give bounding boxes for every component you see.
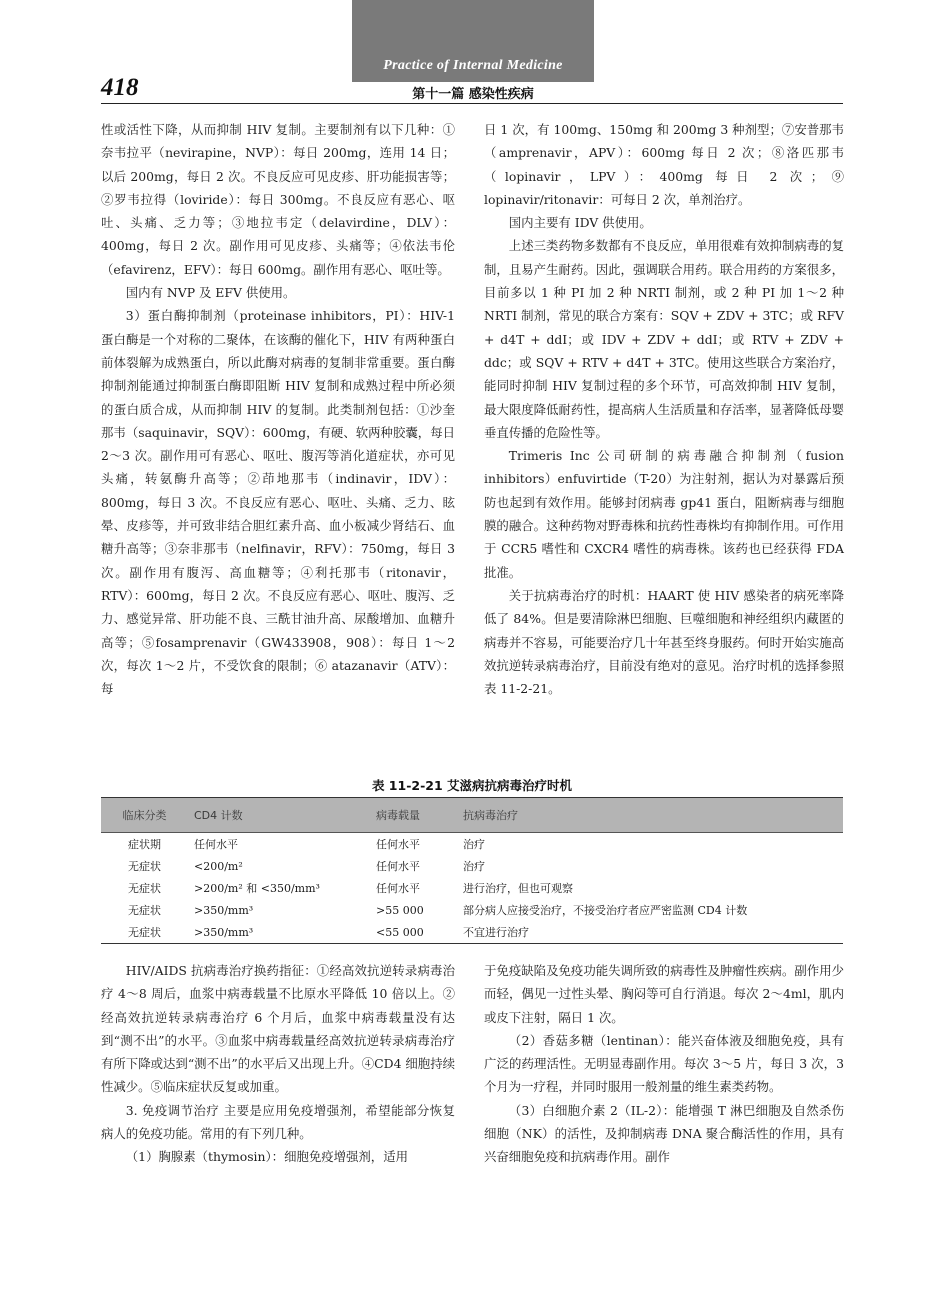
page-number: 418 [101,74,139,101]
table-cell: >350/mm³ [188,921,370,944]
table-row [101,899,843,921]
column-header: 病毒载量 [370,798,457,833]
paragraph: 国内主要有 IDV 供使用。 [508,215,652,231]
table-row [101,877,843,899]
table-row [101,855,843,877]
table-cell: 任何水平 [376,838,420,851]
paragraph: HIV/AIDS 抗病毒治疗换药指征：①经高效抗逆转录病毒治疗 4～8 周后，血浆中病毒载量不比原水平降低 10 倍以上。②经高效抗逆转录病毒治疗 6 个月后，血浆中病毒载量没有达到“测不出”的水平。③血浆中病毒载量经高效抗逆转录病毒治疗有所下降或达到“测不出”的水平后又出现上升。④CD4 细胞持续性减少。⑤临床症状反复或加重。 [101,963,455,1095]
chapter-heading: 第十一篇 感染性疾病 [412,87,534,102]
table-cell: 治疗 [463,838,485,851]
paragraph: 关于抗病毒治疗的时机：HAART 使 HIV 感染者的病死率降低了 84%。但是要清除淋巴细胞、巨噬细胞和神经组织内藏匿的病毒并不容易，可能要治疗几十年甚至终身服药。何时开始实施高效抗逆转录病毒治疗，目前没有绝对的意见。治疗时机的选择参照表 11-2-21。 [484,587,844,697]
paragraph: 国内有 NVP 及 EFV 供使用。 [125,285,296,301]
bottom-left-column [101,959,455,1169]
table-cell: 任何水平 [376,860,420,873]
paragraph: （3）白细胞介素 2（IL-2）：能增强 T 淋巴细胞及自然杀伤细胞（NK）的活性，及抑制病毒 DNA 聚合酶活性的作用，具有兴奋细胞免疫和抗病毒作用。副作 [484,1102,844,1165]
table-cell: 不宜进行治疗 [457,921,843,944]
paragraph: 于免疫缺陷及免疫功能失调所致的病毒性及肿瘤性疾病。副作用少而轻，偶见一过性头晕、胸闷等可自行消退。每次 2～4ml，肌内或皮下注射，隔日 1 次。 [484,963,844,1025]
paragraph: （1）胸腺素（thymosin）：细胞免疫增强剂，适用 [125,1149,408,1165]
column-header: 临床分类 [101,798,188,833]
table-cell: >350/mm³ [194,903,254,917]
table-caption: 表 11-2-21 艾滋病抗病毒治疗时机 [371,778,573,793]
paragraph: 日 1 次，有 100mg、150mg 和 200mg 3 种剂型；⑦安普那韦（amprenavir，APV）：600mg 每日 2 次；⑧洛匹那韦（lopinavir，LPV）：400mg 每日 2 次；⑨ lopinavir/ritonavir：可每日 2 次，单剂治疗。 [484,122,844,207]
table-cell: 治疗 [463,860,485,873]
bottom-right-column [484,959,844,1169]
table-cell: >55 000 [376,903,424,917]
paragraph: 性或活性下降，从而抑制 HIV 复制。主要制剂有以下几种：①奈韦拉平（nevirapine，NVP）：每日 200mg，连用 14 日；以后 200mg，每日 2 次。不良反应可见皮疹、肝功能损害等；②罗韦拉得（loviride）：每日 300mg。不良反应有恶心、呕吐、头痛、乏力等；③地拉韦定（delavirdine，DLV）：400mg，每日 2 次。副作用可见皮疹、头痛等；④依法韦伦（efavirenz，EFV）：每日 600mg。副作用有恶心、呕吐等。 [101,122,455,277]
table-cell: 任何水平 [376,882,420,895]
table-cell: >200/m² 和 <350/mm³ [194,882,320,895]
header-divider [101,103,843,104]
left-column [101,118,455,700]
table-cell: 无症状 [128,904,161,917]
table-cell: 无症状 [101,921,188,944]
paragraph: 3）蛋白酶抑制剂（proteinase inhibitors，PI）：HIV-1 蛋白酶是一个对称的二聚体，在该酶的催化下，HIV 有两种蛋白前体裂解为成熟蛋白，所以此酶对病毒的复制非常重要。蛋白酶抑制剂能通过抑制蛋白酶即阻断 HIV 复制和成熟过程中所必须的蛋白质合成，从而抑制 HIV 的复制。此类制剂包括：①沙奎那韦（saquinavir，SQV）：600mg，有硬、软两种胶囊，每日 2～3 次。副作用可有恶心、呕吐、腹泻等消化道症状，亦可见头痛，转氨酶升高等；②茚地那韦（indinavir，IDV）：800mg，每日 3 次。不良反应有恶心、呕吐、头痛、乏力、眩晕、皮疹等，并可致非结合胆红素升高、血小板减少肾结石、血糖升高等；③奈非那韦（nelfinavir，RFV）：750mg，每日 3 次。副作用有腹泻、高血糖等；④利托那韦（ritonavir，RTV）：600mg，每日 2 次。不良反应有恶心、呕吐、腹泻、乏力、感觉异常、肝功能不良、三酰甘油升高、尿酸增加、血糖升高等；⑤fosamprenavir（GW433908，908）：每日 1～2 次，每次 1～2 片，不受饮食的限制；⑥ atazanavir（ATV）：每 [101,308,455,697]
table-cell: <200/m² [194,859,243,873]
column-header: CD4 计数 [188,798,370,833]
table-cell: <55 000 [370,921,457,944]
table-row [101,833,843,856]
paragraph: Trimeris Inc 公司研制的病毒融合抑制剂（fusion inhibitors）enfuvirtide（T-20）为注射剂，据认为对暴露后预防也起到有效作用。能够封闭病毒 gp41 蛋白，阻断病毒与细胞膜的融合。这种药物对野毒株和抗药性毒株均有抑制作用。可作用于 CCR5 嗜性和 CXCR4 嗜性的病毒株。该药也已经获得 FDA 批准。 [484,448,844,580]
table-cell: 部分病人应接受治疗，不接受治疗者应严密监测 CD4 计数 [463,904,748,917]
treatment-timing-table [101,797,843,944]
section-heading-paragraph: 3. 免疫调节治疗 主要是应用免疫增强剂，希望能部分恢复病人的免疫功能。常用的有下列几种。 [101,1102,455,1142]
paragraph: 上述三类药物多数都有不良反应，单用很难有效抑制病毒的复制，且易产生耐药。因此，强调联合用药。联合用药的方案很多，目前多以 1 种 PI 加 2 种 NRTI 制剂，或 2 种 PI 加 1～2 种 NRTI 制剂，常见的联合方案有：SQV + ZDV + 3TC；或 RFV + d4T + ddI；或 IDV + ZDV + ddI；或 RTV + ZDV + ddc；或 SQV + RTV + d4T + 3TC。使用这些联合方案治疗，能同时抑制 HIV 复制过程的多个环节，可高效抑制 HIV 复制，最大限度降低耐药性，提高病人生活质量和存活率，显著降低母婴垂直传播的危险性等。 [484,238,844,440]
column-header: 抗病毒治疗 [457,798,843,833]
table-row [101,921,843,944]
table-cell: 无症状 [128,882,161,895]
journal-banner [352,0,594,82]
paragraph: （2）香菇多糖（lentinan）：能兴奋体液及细胞免疫，具有广泛的药理活性。无明显毒副作用。每次 3～5 片，每日 3 次，3 个月为一疗程，并同时服用一般剂量的维生素类药物。 [484,1032,844,1095]
right-column [484,118,844,700]
table-cell: 任何水平 [194,838,238,851]
table-cell: 进行治疗，但也可观察 [463,882,573,895]
journal-title: Practice of Internal Medicine [383,58,563,73]
table-header-row [101,798,843,833]
table-cell: 症状期 [128,838,161,851]
table-cell: 无症状 [128,860,161,873]
